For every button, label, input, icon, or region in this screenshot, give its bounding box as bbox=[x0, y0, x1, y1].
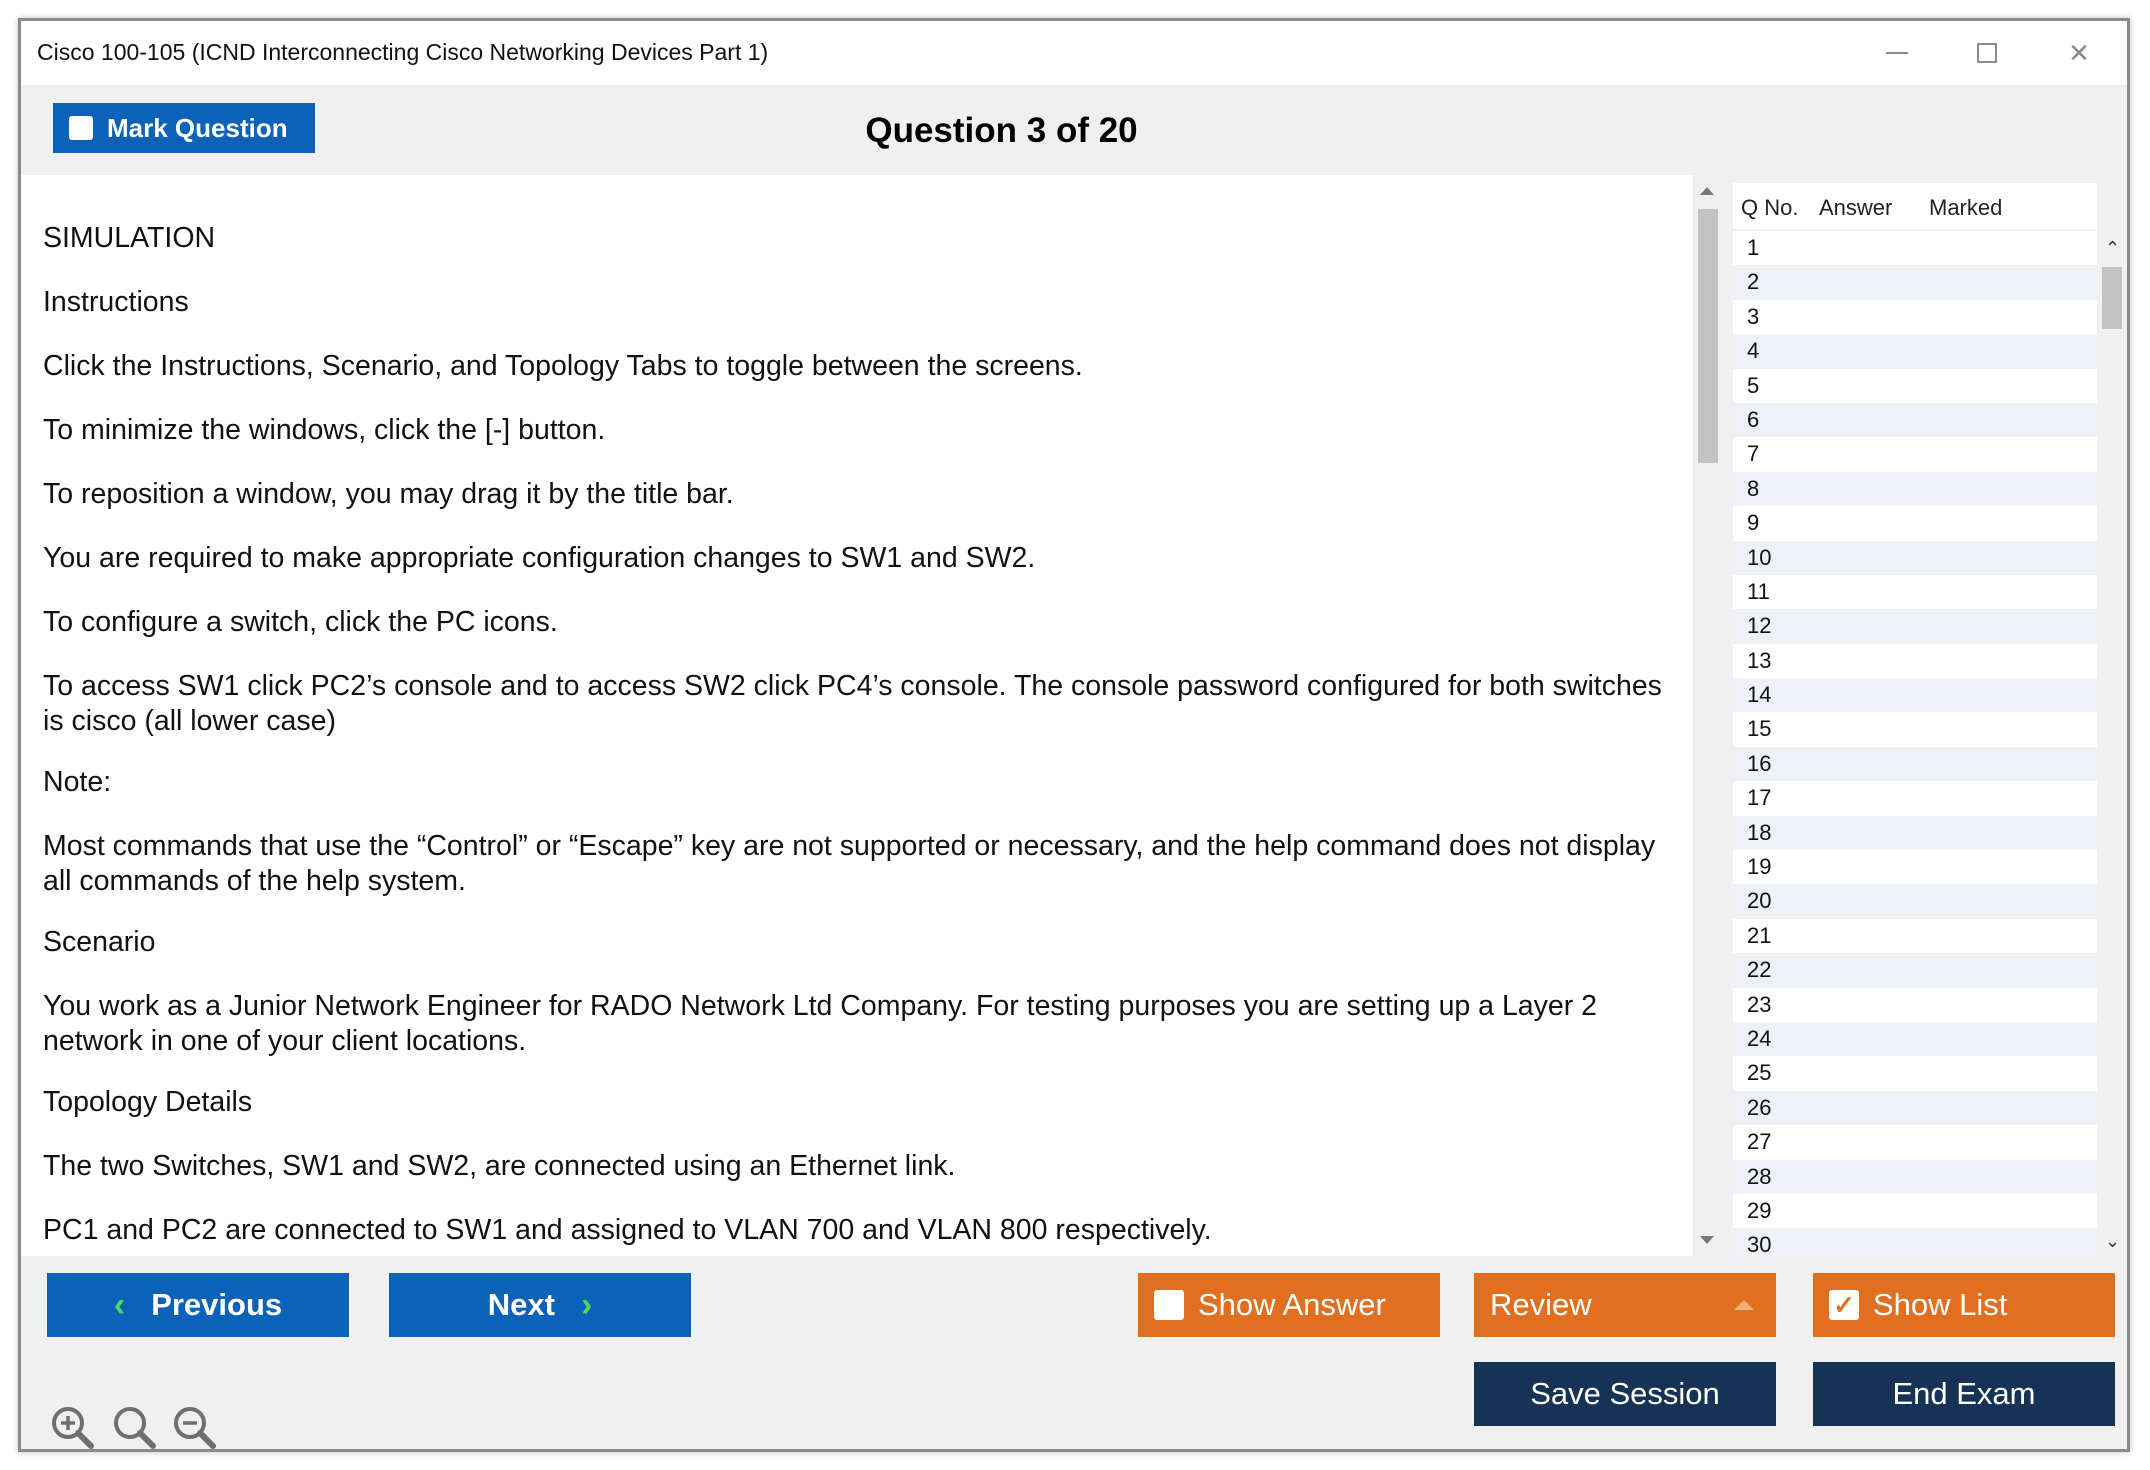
question-list-row[interactable]: 13 bbox=[1747, 647, 1772, 673]
close-icon: ✕ bbox=[2068, 37, 2090, 68]
title-bar[interactable] bbox=[21, 21, 2127, 85]
review-dropdown-button[interactable] bbox=[1474, 1273, 1776, 1337]
zoom-out-icon[interactable] bbox=[171, 1404, 217, 1450]
content-paragraph: The two Switches, SW1 and SW2, are connected using an Ethernet link. bbox=[43, 1150, 956, 1182]
question-list-row[interactable]: 20 bbox=[1733, 884, 2097, 918]
question-header bbox=[21, 85, 2127, 175]
question-content bbox=[21, 175, 1693, 1256]
content-paragraph: Instructions bbox=[43, 286, 189, 318]
save-session-label: Save Session bbox=[1530, 1376, 1720, 1411]
question-list-row[interactable]: 7 bbox=[1747, 441, 1760, 467]
question-list-row[interactable]: 5 bbox=[1747, 372, 1760, 398]
question-list-panel bbox=[1721, 175, 2130, 1256]
question-list-row[interactable]: 1 bbox=[1747, 235, 1760, 260]
question-list-row[interactable]: 21 bbox=[1747, 922, 1772, 948]
column-marked[interactable]: Marked bbox=[1929, 195, 2003, 220]
question-list-row[interactable]: 25 bbox=[1747, 1060, 1772, 1086]
content-scroll-thumb[interactable] bbox=[1698, 209, 1718, 463]
question-list-row[interactable]: 29 bbox=[1747, 1197, 1772, 1223]
minimize-button[interactable] bbox=[1869, 33, 1925, 73]
question-list-scrollbar[interactable] bbox=[2097, 231, 2127, 1256]
question-list-row[interactable]: 28 bbox=[1733, 1160, 2097, 1194]
content-paragraph: Click the Instructions, Scenario, and Topology Tabs to toggle between the screens. bbox=[43, 350, 1083, 382]
question-list-row[interactable]: 3 bbox=[1747, 303, 1760, 329]
question-list-row[interactable]: 23 bbox=[1747, 991, 1772, 1017]
question-list-row[interactable]: 17 bbox=[1747, 785, 1772, 811]
close-button[interactable] bbox=[2051, 33, 2107, 73]
question-list-row[interactable]: 22 bbox=[1733, 953, 2097, 987]
chevron-up-icon[interactable]: ⌃ bbox=[2105, 238, 2121, 258]
question-list-row[interactable]: 19 bbox=[1747, 854, 1772, 880]
content-paragraph: SIMULATION bbox=[43, 222, 216, 254]
column-qno[interactable]: Q No. bbox=[1741, 195, 1799, 220]
save-session-button[interactable] bbox=[1474, 1362, 1776, 1426]
exam-window bbox=[18, 18, 2130, 1452]
column-answer[interactable]: Answer bbox=[1819, 195, 1893, 220]
question-list-row[interactable]: 30 bbox=[1733, 1228, 2097, 1256]
previous-button[interactable] bbox=[47, 1273, 349, 1337]
question-list bbox=[1733, 231, 2097, 1256]
question-list-row[interactable]: 4 bbox=[1733, 334, 2097, 368]
question-counter: Question 3 of 20 bbox=[865, 111, 1138, 150]
chevron-left-icon: ‹ bbox=[113, 1285, 126, 1324]
content-paragraph: To reposition a window, you may drag it by the title bar. bbox=[43, 478, 734, 510]
window-title: Cisco 100-105 (ICND Interconnecting Cisco Networking Devices Part 1) bbox=[37, 39, 769, 65]
bottom-toolbar bbox=[21, 1256, 2127, 1452]
minimize-icon bbox=[1886, 52, 1908, 54]
show-answer-button[interactable] bbox=[1138, 1273, 1440, 1337]
question-list-row[interactable]: 18 bbox=[1733, 816, 2097, 850]
content-paragraph: Topology Details bbox=[43, 1086, 253, 1118]
end-exam-label: End Exam bbox=[1892, 1376, 2036, 1411]
question-list-row[interactable]: 14 bbox=[1733, 678, 2097, 712]
mark-question-label: Mark Question bbox=[107, 112, 288, 143]
question-list-header bbox=[1733, 183, 2097, 229]
question-list-row[interactable]: 16 bbox=[1733, 747, 2097, 781]
question-list-row[interactable]: 10 bbox=[1733, 541, 2097, 575]
zoom-reset-icon[interactable] bbox=[111, 1404, 157, 1450]
content-paragraph: You work as a Junior Network Engineer for RADO Network Ltd Company. For testing purposes you are setting up a Layer 2 network in one of your client locations. bbox=[43, 990, 1598, 1057]
chevron-down-icon[interactable]: ⌄ bbox=[2105, 1231, 2121, 1251]
show-answer-checkbox-icon bbox=[1154, 1290, 1184, 1320]
question-list-row[interactable]: 24 bbox=[1733, 1022, 2097, 1056]
question-list-row[interactable]: 15 bbox=[1747, 716, 1772, 742]
question-list-scroll-thumb[interactable] bbox=[2102, 267, 2122, 329]
show-answer-label: Show Answer bbox=[1198, 1287, 1386, 1322]
content-paragraph: PC1 and PC2 are connected to SW1 and assigned to VLAN 700 and VLAN 800 respectively. bbox=[43, 1214, 1212, 1246]
question-list-row[interactable]: 6 bbox=[1733, 403, 2097, 437]
question-list-row[interactable]: 26 bbox=[1733, 1091, 2097, 1125]
question-list-row[interactable]: 9 bbox=[1747, 510, 1760, 536]
question-list-row[interactable]: 2 bbox=[1733, 265, 2097, 299]
end-exam-button[interactable] bbox=[1813, 1362, 2115, 1426]
content-paragraph: To configure a switch, click the PC icons. bbox=[43, 606, 558, 638]
chevron-right-icon: › bbox=[580, 1285, 593, 1324]
scroll-up-arrow-icon[interactable] bbox=[1700, 187, 1714, 195]
content-paragraph: Scenario bbox=[43, 926, 156, 958]
content-paragraph: To minimize the windows, click the [-] button. bbox=[43, 414, 606, 446]
question-list-row[interactable]: 12 bbox=[1733, 609, 2097, 643]
question-list-row[interactable]: 8 bbox=[1733, 472, 2097, 506]
scroll-down-arrow-icon[interactable] bbox=[1700, 1236, 1714, 1244]
previous-label: Previous bbox=[151, 1287, 283, 1322]
question-list-row[interactable]: 11 bbox=[1747, 578, 1770, 604]
next-button[interactable] bbox=[389, 1273, 691, 1337]
next-label: Next bbox=[487, 1287, 555, 1322]
content-paragraph: To access SW1 click PC2’s console and to access SW2 click PC4’s console. The console password configured for both switches is cisco (all lower case) bbox=[43, 670, 1662, 737]
show-list-checkbox-icon: ✓ bbox=[1829, 1290, 1859, 1320]
content-paragraph: You are required to make appropriate configuration changes to SW1 and SW2. bbox=[43, 542, 1036, 574]
question-list-row[interactable]: 27 bbox=[1747, 1129, 1772, 1155]
caret-up-icon bbox=[1734, 1300, 1754, 1310]
content-paragraph: Note: bbox=[43, 766, 112, 798]
content-scrollbar[interactable] bbox=[1693, 175, 1721, 1256]
review-label: Review bbox=[1490, 1287, 1592, 1322]
zoom-in-icon[interactable] bbox=[49, 1404, 95, 1450]
maximize-icon bbox=[1977, 43, 1997, 63]
show-list-label: Show List bbox=[1873, 1287, 2008, 1322]
content-paragraph: Most commands that use the “Control” or “Escape” key are not supported or necessary, and the help command does not display all commands of the help system. bbox=[43, 830, 1656, 897]
show-list-button[interactable] bbox=[1813, 1273, 2115, 1337]
maximize-button[interactable] bbox=[1959, 33, 2015, 73]
